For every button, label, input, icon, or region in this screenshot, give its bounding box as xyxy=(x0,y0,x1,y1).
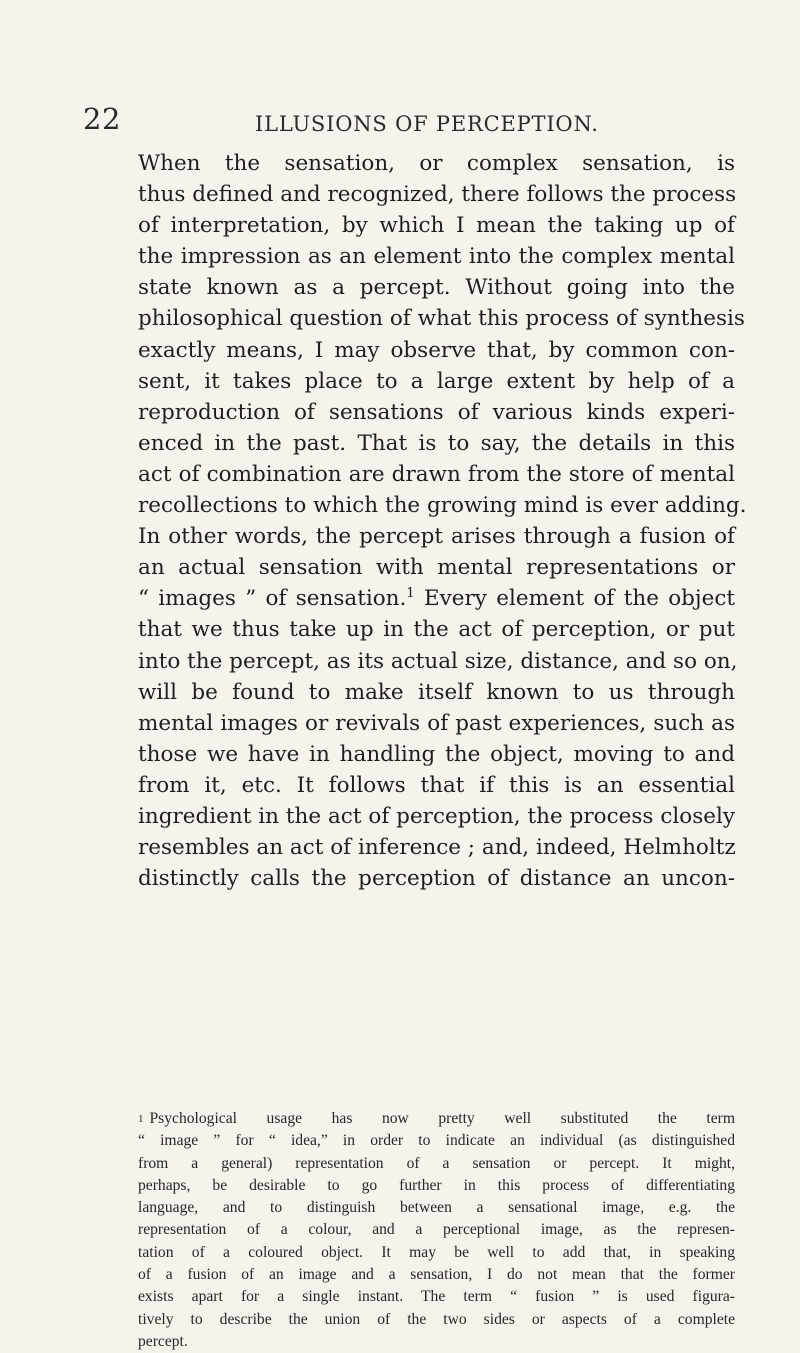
body-line: an actual sensation with mental representations or xyxy=(138,555,735,581)
footnote-line xyxy=(138,1108,735,1130)
body-line: reproduction of sensations of various kinds experi- xyxy=(138,399,735,425)
body-line: exactly means, I may observe that, by common con- xyxy=(138,337,735,363)
body-line: that we thus take up in the act of perception, or put xyxy=(138,617,735,643)
body-line: those we have in handling the object, moving to and xyxy=(138,741,735,767)
body-line-head: “ images ” of sensation. xyxy=(138,586,407,612)
footnote-line-text: Psychological usage has now pretty well substituted the term xyxy=(149,1110,735,1127)
body-line: the impression as an element into the complex mental xyxy=(138,244,735,270)
body-line: mental images or revivals of past experiences, such as xyxy=(138,710,735,736)
page-number: 22 xyxy=(83,102,121,136)
running-title: ILLUSIONS OF PERCEPTION. xyxy=(255,112,599,136)
body-line: state known as a percept. Without going into the xyxy=(138,275,735,301)
footnote xyxy=(138,1108,735,1353)
footnote-line: of a fusion of an image and a sensation, I do not mean that the former xyxy=(138,1266,735,1284)
body-line: thus defined and recognized, there follows the process xyxy=(138,182,737,208)
body-paragraph xyxy=(138,148,747,894)
footnote-line: tation of a coloured object. It may be well to add that, in speaking xyxy=(138,1243,735,1261)
running-head xyxy=(0,100,800,140)
body-line: will be found to make itself known to us through xyxy=(138,679,735,705)
footnote-line: percept. xyxy=(138,1332,188,1350)
footnote-line: exists apart for a single instant. The term “ fusion ” is used figura- xyxy=(138,1288,735,1306)
footnote-line: perhaps, be desirable to go further in this process of differentiating xyxy=(138,1176,735,1194)
body-line: resembles an act of inference ; and, indeed, Helmholtz xyxy=(138,835,736,861)
footnote-marker: 1 xyxy=(138,1113,144,1125)
footnote-reference[interactable]: 1 xyxy=(406,586,415,602)
footnote-line: tively to describe the union of the two sides or aspects of a complete xyxy=(138,1310,735,1328)
footnote-line: “ image ” for “ idea,” in order to indicate an individual (as distinguished xyxy=(138,1132,735,1150)
body-line: enced in the past. That is to say, the details in this xyxy=(138,430,735,456)
body-line: When the sensation, or complex sensation, is xyxy=(138,151,735,176)
body-line: act of combination are drawn from the store of mental xyxy=(138,461,735,487)
body-line-with-footnote xyxy=(138,583,735,614)
footnote-line: representation of a colour, and a perceptional image, as the represen- xyxy=(138,1221,735,1239)
body-line: ingredient in the act of perception, the process closely xyxy=(138,803,735,829)
body-line: recollections to which the growing mind is ever adding. xyxy=(138,493,747,519)
body-line: In other words, the percept arises through a fusion of xyxy=(138,524,735,550)
body-line: sent, it takes place to a large extent by help of a xyxy=(138,368,735,394)
body-line: distinctly calls the perception of distance an uncon- xyxy=(138,866,735,892)
body-line: of interpretation, by which I mean the taking up of xyxy=(138,213,735,239)
body-line: philosophical question of what this process of synthesis xyxy=(138,306,745,332)
footnote-line: language, and to distinguish between a sensational image, e.g. the xyxy=(138,1199,735,1217)
body-line-tail: Every element of the object xyxy=(423,586,736,612)
footnote-line: from a general) representation of a sensation or percept. It might, xyxy=(138,1154,735,1172)
body-line: into the percept, as its actual size, distance, and so on, xyxy=(138,648,738,674)
body-line: from it, etc. It follows that if this is an essential xyxy=(138,772,735,798)
